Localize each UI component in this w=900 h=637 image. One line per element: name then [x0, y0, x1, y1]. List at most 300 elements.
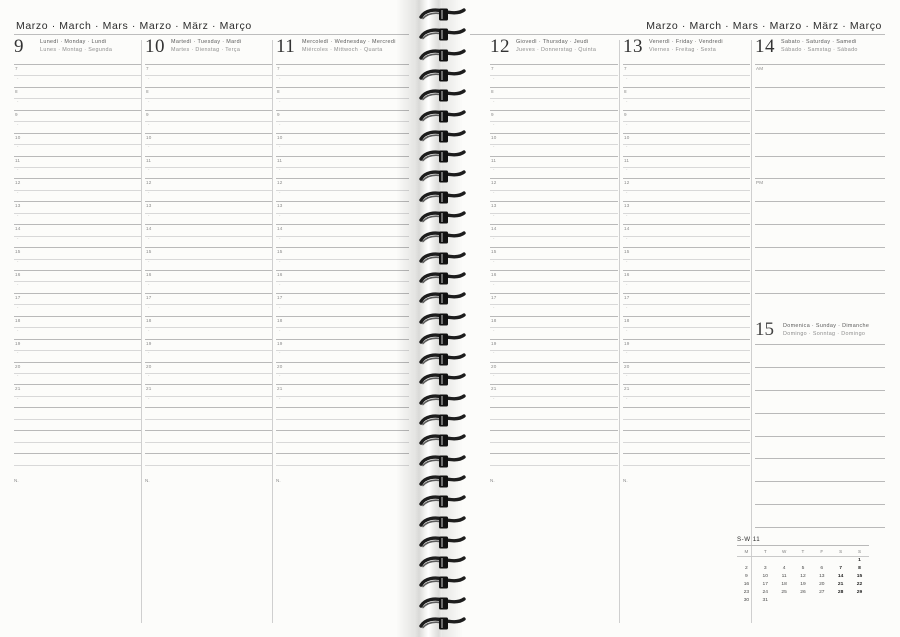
hour-row[interactable]: [14, 384, 141, 407]
hour-row[interactable]: [276, 316, 409, 339]
sunday-row[interactable]: [755, 504, 885, 527]
hour-label: 21: [146, 386, 152, 392]
saturday-row[interactable]: [755, 87, 885, 110]
day-header: [623, 38, 750, 64]
hour-line: [490, 133, 618, 134]
note-row[interactable]: [623, 407, 750, 430]
half-hour-line: [276, 190, 409, 191]
note-row[interactable]: [623, 453, 750, 476]
half-hour-line: [490, 442, 618, 443]
half-hour-mark: ·: [148, 121, 150, 128]
half-hour-mark: ·: [17, 190, 19, 197]
note-row[interactable]: [14, 453, 141, 476]
hour-line: [490, 178, 618, 179]
half-hour-line: [490, 75, 618, 76]
hour-line: [145, 87, 272, 88]
half-hour-line: [490, 396, 618, 397]
spiral-coil: [419, 536, 467, 549]
mini-calendar-day[interactable]: [775, 597, 794, 605]
hour-label: 13: [624, 203, 630, 209]
half-hour-line: [145, 121, 272, 122]
half-day-label: PM: [756, 180, 764, 186]
header-rule-left: [14, 34, 409, 35]
mini-calendar-day[interactable]: 24: [762, 590, 768, 596]
hour-row[interactable]: [276, 293, 409, 316]
hour-row[interactable]: [14, 110, 141, 133]
hour-line: [276, 453, 409, 454]
mini-calendar-day[interactable]: 26: [800, 590, 806, 596]
half-hour-line: [490, 190, 618, 191]
hour-row[interactable]: [145, 247, 272, 270]
half-hour-mark: ·: [17, 167, 19, 174]
half-hour-line: [276, 75, 409, 76]
half-hour-line: [490, 327, 618, 328]
hour-row[interactable]: [145, 178, 272, 201]
saturday-row[interactable]: [755, 270, 885, 293]
mini-calendar-day[interactable]: [737, 556, 756, 565]
spiral-coil: [419, 414, 467, 427]
hour-line: [490, 453, 618, 454]
half-hour-mark: ·: [493, 236, 495, 243]
day-names-line2: Viernes · Freitag · Sexta: [649, 46, 717, 53]
mini-calendar-day[interactable]: 9: [745, 574, 748, 580]
mini-calendar-day[interactable]: 19: [800, 582, 806, 588]
hour-line: [755, 156, 885, 157]
mini-calendar-day[interactable]: 2: [745, 566, 748, 572]
hour-row[interactable]: [623, 110, 750, 133]
mini-calendar-day[interactable]: 4: [782, 566, 786, 572]
mini-calendar-day[interactable]: 7: [839, 566, 842, 572]
hour-line: [623, 293, 750, 294]
hour-line: [14, 293, 141, 294]
mini-calendar-day[interactable]: [756, 556, 775, 565]
mini-calendar-day[interactable]: [850, 597, 869, 605]
hour-row[interactable]: [145, 293, 272, 316]
sunday-note-lines[interactable]: [755, 344, 885, 550]
note-row[interactable]: [145, 430, 272, 453]
hour-row[interactable]: [14, 156, 141, 179]
hour-row[interactable]: [276, 362, 409, 385]
hour-row[interactable]: [623, 178, 750, 201]
hour-row[interactable]: [490, 270, 618, 293]
half-hour-line: [276, 281, 409, 282]
mini-calendar-day[interactable]: [794, 556, 813, 565]
hour-line: [755, 367, 885, 368]
hour-line: [14, 430, 141, 431]
saturday-row[interactable]: [755, 110, 885, 133]
hour-row[interactable]: [623, 247, 750, 270]
saturday-row[interactable]: [755, 224, 885, 247]
hour-line: [145, 407, 272, 408]
hour-row[interactable]: [623, 293, 750, 316]
hour-row[interactable]: [14, 178, 141, 201]
hour-grid[interactable]: [14, 64, 141, 476]
saturday-row[interactable]: [755, 178, 885, 201]
half-hour-mark: ·: [17, 75, 19, 82]
hour-row[interactable]: [276, 339, 409, 362]
sunday-row[interactable]: [755, 413, 885, 436]
spiral-coil: [419, 597, 467, 610]
hour-label: 11: [146, 157, 152, 163]
hour-row[interactable]: [145, 362, 272, 385]
hour-row[interactable]: [490, 293, 618, 316]
hour-row[interactable]: [276, 270, 409, 293]
day-names: [302, 39, 396, 54]
hour-label: 7: [146, 66, 149, 71]
mini-calendar-day[interactable]: 1: [858, 558, 861, 564]
half-hour-line: [14, 304, 141, 305]
day-column-10[interactable]: [145, 36, 272, 484]
saturday-row[interactable]: [755, 201, 885, 224]
mini-calendar-day[interactable]: [775, 556, 794, 565]
hour-label: 14: [624, 226, 630, 232]
day-names-line2: Domingo · Sonntag · Domingo: [783, 330, 866, 337]
hour-row[interactable]: [490, 384, 618, 407]
hour-row[interactable]: [490, 178, 618, 201]
hour-label: 16: [15, 272, 21, 278]
half-hour-line: [145, 304, 272, 305]
mini-calendar-day[interactable]: 28: [837, 590, 844, 596]
hour-label: 19: [15, 340, 21, 346]
hour-row[interactable]: [623, 87, 750, 110]
mini-calendar-week-row: [737, 556, 869, 565]
half-hour-mark: ·: [493, 98, 495, 105]
hour-line: [623, 270, 750, 271]
spiral-coil: [419, 89, 467, 102]
hour-label: 15: [146, 249, 152, 255]
hour-row[interactable]: [14, 247, 141, 270]
hour-row[interactable]: [145, 201, 272, 224]
hour-line: [14, 407, 141, 408]
day-header: [490, 38, 618, 64]
hour-label: 19: [146, 340, 152, 346]
mini-calendar-day[interactable]: 29: [856, 590, 863, 596]
saturday-row[interactable]: [755, 156, 885, 179]
sunday-row[interactable]: [755, 367, 885, 390]
mini-calendar-day[interactable]: 17: [762, 582, 768, 588]
hour-row[interactable]: [145, 133, 272, 156]
day-column-11[interactable]: [276, 36, 409, 484]
hour-line: [276, 156, 409, 157]
hour-row[interactable]: [490, 224, 618, 247]
hour-row[interactable]: [145, 224, 272, 247]
mini-calendar-week-row: [737, 581, 869, 589]
hour-label: 18: [15, 317, 21, 323]
spiral-coil: [419, 333, 467, 346]
hour-line: [490, 87, 618, 88]
hour-row[interactable]: [276, 201, 409, 224]
mini-calendar-day[interactable]: 22: [856, 582, 863, 588]
half-hour-mark: ·: [626, 75, 628, 82]
hour-row[interactable]: [623, 316, 750, 339]
hour-label: 15: [624, 249, 630, 255]
half-hour-mark: ·: [279, 98, 281, 105]
spiral-coil: [419, 191, 467, 204]
hour-line: [14, 247, 141, 248]
mini-calendar-day[interactable]: 31: [762, 598, 768, 604]
half-hour-line: [623, 396, 750, 397]
sunday-row[interactable]: [755, 436, 885, 459]
hour-row[interactable]: [623, 339, 750, 362]
hour-row[interactable]: [276, 87, 409, 110]
hour-row[interactable]: [276, 247, 409, 270]
mini-calendar-day[interactable]: 21: [837, 582, 844, 588]
hour-row[interactable]: [276, 224, 409, 247]
saturday-row[interactable]: [755, 64, 885, 87]
mini-calendar-day[interactable]: 14: [837, 574, 844, 580]
day-column-12[interactable]: [490, 36, 618, 484]
hour-row[interactable]: [276, 133, 409, 156]
half-hour-mark: ·: [626, 190, 628, 197]
hour-label: 9: [15, 111, 18, 117]
hour-line: [623, 201, 750, 202]
hour-line: [14, 156, 141, 157]
hour-line: [755, 178, 885, 179]
half-hour-line: [14, 98, 141, 99]
half-hour-line: [623, 327, 750, 328]
hour-label: 8: [277, 88, 280, 94]
night-label: N.: [14, 478, 19, 484]
half-hour-line: [276, 98, 409, 99]
half-hour-line: [623, 373, 750, 374]
half-hour-line: [276, 419, 409, 420]
hour-grid[interactable]: [623, 64, 750, 476]
half-hour-line: [276, 327, 409, 328]
hour-line: [276, 201, 409, 202]
hour-row[interactable]: [14, 339, 141, 362]
hour-line: [623, 362, 750, 363]
hour-row[interactable]: [623, 384, 750, 407]
hour-line: [755, 224, 885, 225]
saturday-row[interactable]: [755, 293, 885, 316]
half-hour-mark: ·: [148, 258, 150, 265]
note-row[interactable]: [490, 407, 618, 430]
day-column-14[interactable]: [755, 36, 885, 186]
day-names-line1: Venerdì · Friday · Vendredi: [649, 39, 723, 45]
hour-row[interactable]: [14, 224, 141, 247]
half-hour-line: [276, 213, 409, 214]
hour-line: [145, 133, 272, 134]
note-row[interactable]: [276, 453, 409, 476]
saturday-row[interactable]: [755, 247, 885, 270]
hour-row[interactable]: [14, 316, 141, 339]
hour-row[interactable]: [276, 384, 409, 407]
sunday-row[interactable]: [755, 344, 885, 367]
spiral-coil: [419, 170, 467, 183]
hour-row[interactable]: [490, 339, 618, 362]
hour-row[interactable]: [145, 64, 272, 87]
hour-line: [14, 453, 141, 454]
mini-calendar-day[interactable]: 5: [801, 566, 805, 572]
half-hour-line: [490, 373, 618, 374]
hour-label: 10: [624, 134, 630, 140]
hour-row[interactable]: [14, 293, 141, 316]
note-row[interactable]: [14, 407, 141, 430]
half-hour-mark: ·: [17, 304, 19, 311]
day-column-13[interactable]: [623, 36, 750, 484]
hour-label: 13: [277, 203, 283, 209]
half-hour-mark: ·: [626, 258, 628, 265]
hour-row[interactable]: [490, 316, 618, 339]
half-hour-line: [490, 236, 618, 237]
mini-calendar-day[interactable]: 27: [819, 590, 825, 596]
half-hour-mark: ·: [148, 396, 150, 403]
hour-row[interactable]: [145, 316, 272, 339]
note-row[interactable]: [490, 453, 618, 476]
hour-row[interactable]: [490, 133, 618, 156]
half-hour-line: [623, 144, 750, 145]
mini-calendar-day[interactable]: 13: [819, 574, 825, 580]
hour-line: [623, 430, 750, 431]
half-hour-line: [145, 350, 272, 351]
day-names: [40, 39, 112, 54]
hour-line: [755, 436, 885, 437]
mini-calendar-day[interactable]: 12: [800, 574, 806, 580]
half-hour-line: [145, 236, 272, 237]
hour-row[interactable]: [623, 224, 750, 247]
note-row[interactable]: [145, 453, 272, 476]
hour-row[interactable]: [276, 178, 409, 201]
sunday-row[interactable]: [755, 390, 885, 413]
header-rule-right: [470, 34, 885, 35]
half-hour-mark: ·: [493, 144, 495, 151]
note-row[interactable]: [490, 430, 618, 453]
day-column-9[interactable]: [14, 36, 141, 484]
hour-line: [755, 247, 885, 248]
hour-row[interactable]: [490, 87, 618, 110]
hour-row[interactable]: [623, 201, 750, 224]
half-hour-line: [145, 167, 272, 168]
mini-calendar-day[interactable]: 18: [781, 582, 787, 588]
half-hour-mark: ·: [148, 236, 150, 243]
mini-calendar-day[interactable]: 20: [819, 582, 825, 588]
hour-label: 11: [491, 157, 497, 163]
hour-row[interactable]: [14, 201, 141, 224]
spiral-coil: [419, 495, 467, 508]
mini-calendar-day[interactable]: 23: [743, 590, 750, 596]
hour-line: [145, 64, 272, 65]
hour-row[interactable]: [490, 247, 618, 270]
hour-row[interactable]: [14, 64, 141, 87]
note-row[interactable]: [276, 407, 409, 430]
sunday-row[interactable]: [755, 481, 885, 504]
hour-row[interactable]: [145, 339, 272, 362]
mini-calendar-day[interactable]: 8: [858, 566, 861, 572]
hour-label: 20: [146, 363, 152, 369]
half-hour-mark: ·: [279, 121, 281, 128]
half-hour-line: [623, 213, 750, 214]
hour-row[interactable]: [276, 156, 409, 179]
hour-row[interactable]: [145, 384, 272, 407]
day-header: [276, 38, 409, 64]
hour-line: [14, 87, 141, 88]
half-hour-mark: ·: [17, 281, 19, 288]
half-hour-line: [145, 281, 272, 282]
hour-line: [14, 362, 141, 363]
mini-calendar-day[interactable]: [831, 556, 850, 565]
hour-row[interactable]: [14, 133, 141, 156]
mini-calendar-day[interactable]: 11: [781, 574, 787, 580]
hour-grid[interactable]: [490, 64, 618, 476]
hour-row[interactable]: [14, 362, 141, 385]
hour-row[interactable]: [623, 133, 750, 156]
day-names-line1: Mercoledì · Wednesday · Mercredi: [302, 39, 396, 45]
hour-row[interactable]: [490, 362, 618, 385]
half-hour-line: [490, 121, 618, 122]
hour-line: [490, 430, 618, 431]
hour-line: [145, 293, 272, 294]
hour-grid[interactable]: [145, 64, 272, 476]
mini-calendar-day[interactable]: 30: [743, 598, 750, 604]
hour-row[interactable]: [490, 110, 618, 133]
mini-calendar-day[interactable]: [794, 597, 813, 605]
saturday-row[interactable]: [755, 133, 885, 156]
note-row[interactable]: [145, 407, 272, 430]
spiral-coil: [419, 455, 467, 468]
half-hour-line: [276, 167, 409, 168]
mini-calendar-day[interactable]: [812, 556, 831, 565]
day-names-line1: Domenica · Sunday · Dimanche: [783, 323, 870, 329]
hour-row[interactable]: [490, 201, 618, 224]
hour-label: 16: [491, 272, 497, 278]
hour-label: 17: [146, 294, 152, 300]
hour-row[interactable]: [490, 156, 618, 179]
mini-calendar-day[interactable]: 15: [856, 574, 863, 580]
hour-row[interactable]: [145, 110, 272, 133]
hour-row[interactable]: [145, 270, 272, 293]
hour-row[interactable]: [145, 87, 272, 110]
half-hour-line: [145, 396, 272, 397]
hour-row[interactable]: [276, 110, 409, 133]
hour-label: 19: [491, 340, 497, 346]
hour-row[interactable]: [623, 362, 750, 385]
hour-line: [755, 64, 885, 65]
note-row[interactable]: [14, 430, 141, 453]
mini-calendar-day[interactable]: 6: [820, 566, 824, 572]
mini-calendar-day[interactable]: 3: [763, 566, 767, 572]
hour-label: 9: [277, 111, 280, 117]
half-hour-mark: ·: [148, 350, 150, 357]
mini-calendar[interactable]: [737, 536, 869, 605]
hour-row[interactable]: [623, 270, 750, 293]
hour-row[interactable]: [14, 270, 141, 293]
sunday-row[interactable]: [755, 458, 885, 481]
hour-row[interactable]: [145, 156, 272, 179]
mini-calendar-day[interactable]: [831, 597, 850, 605]
hour-row[interactable]: [623, 64, 750, 87]
hour-row[interactable]: [490, 64, 618, 87]
hour-row[interactable]: [14, 87, 141, 110]
hour-grid-saturday[interactable]: [755, 64, 885, 316]
mini-calendar-day[interactable]: 16: [743, 582, 750, 588]
day-number: 14: [755, 36, 775, 57]
mini-calendar-day[interactable]: 10: [762, 574, 768, 580]
hour-line: [145, 224, 272, 225]
hour-line: [276, 64, 409, 65]
mini-calendar-day[interactable]: [812, 597, 831, 605]
mini-calendar-day[interactable]: 25: [781, 590, 787, 596]
half-hour-line: [490, 281, 618, 282]
note-row[interactable]: [623, 430, 750, 453]
half-hour-mark: ·: [493, 373, 495, 380]
note-row[interactable]: [276, 430, 409, 453]
half-hour-line: [623, 190, 750, 191]
hour-grid[interactable]: [276, 64, 409, 476]
hour-line: [490, 156, 618, 157]
hour-row[interactable]: [623, 156, 750, 179]
half-hour-line: [145, 144, 272, 145]
hour-row[interactable]: [276, 64, 409, 87]
